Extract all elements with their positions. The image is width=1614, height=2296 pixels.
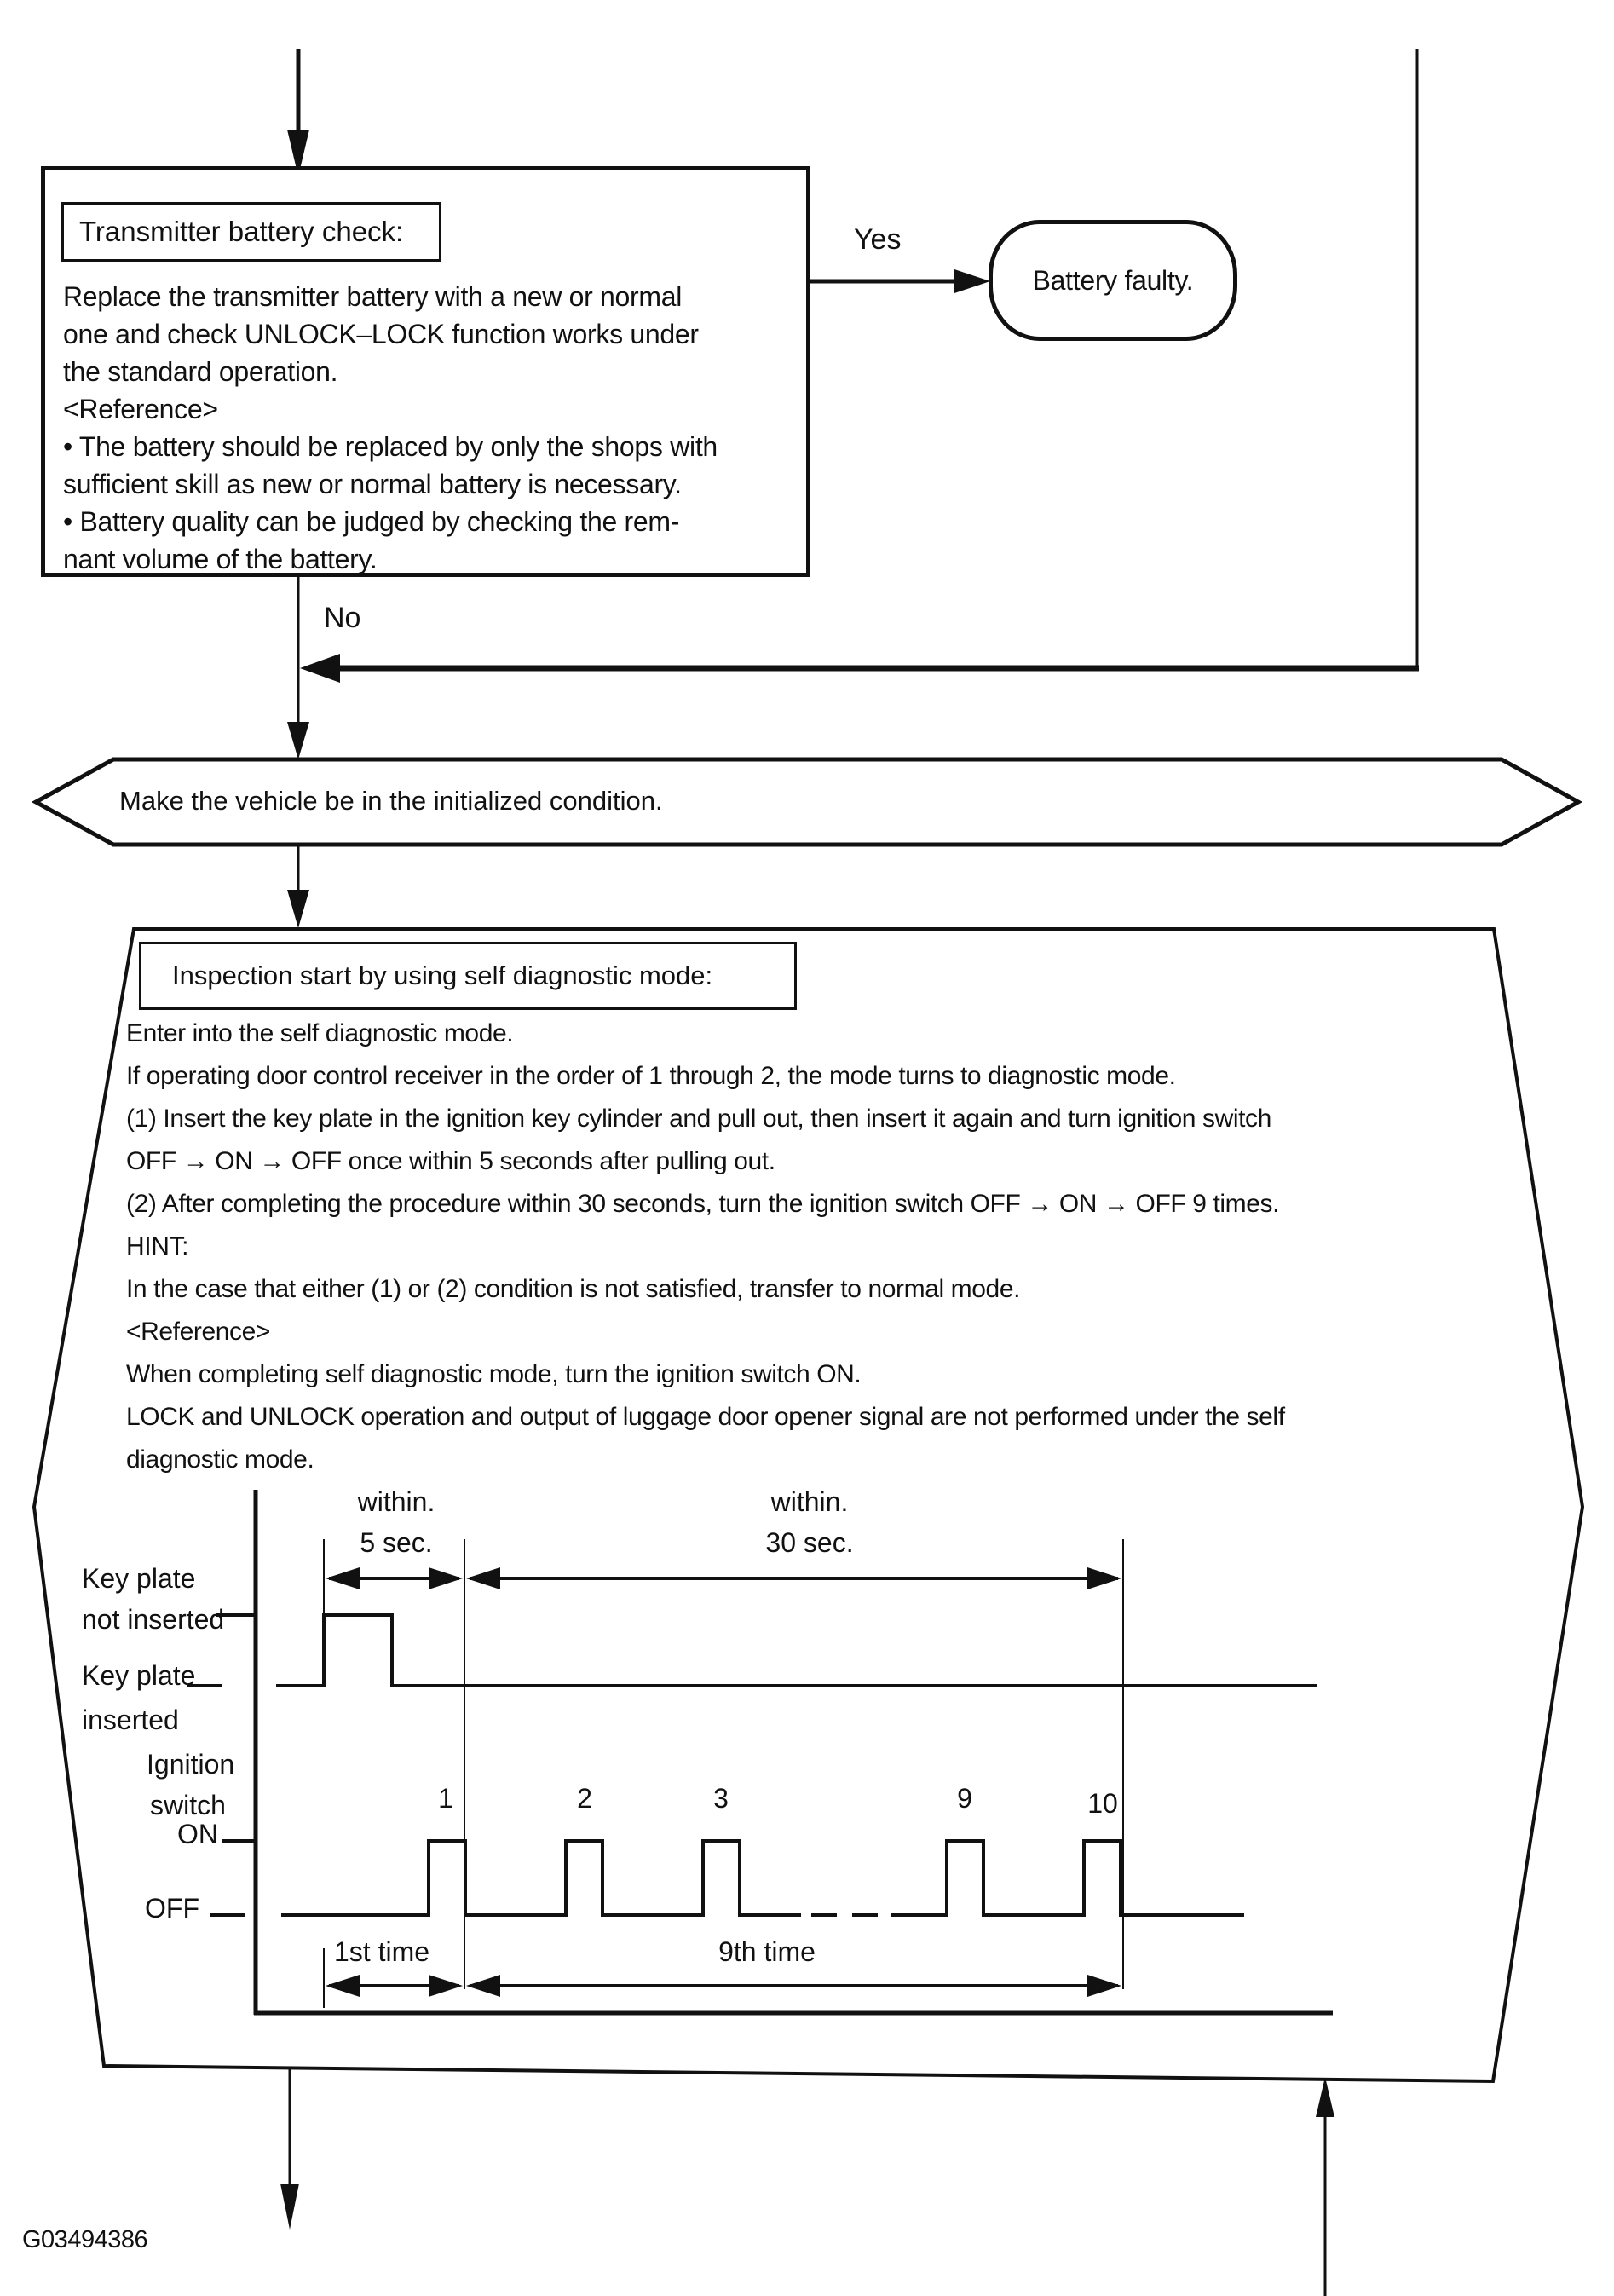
inspection-line: OFF → ON → OFF once within 5 seconds after pulling out. [126,1147,775,1175]
figure-id: G03494386 [22,2226,148,2253]
inspection-line: If operating door control receiver in the order of 1 through 2, the mode turns to diagnostic mode. [126,1062,1176,1090]
inspection-line: (2) After completing the procedure within 30 seconds, turn the ignition switch OFF → ON → OFF 9 times. [126,1190,1280,1218]
battery-check-line: one and check UNLOCK–LOCK function works under [63,319,699,349]
off-label: OFF [145,1893,199,1924]
battery-check-line: sufficient skill as new or normal battery is necessary. [63,469,682,499]
within-5-label-1: within. [357,1486,435,1517]
init-condition-label: Make the vehicle be in the initialized condition. [119,786,663,816]
keyplate-inserted-label-1: Key plate [82,1660,196,1691]
pulse-number: 3 [713,1783,729,1814]
battery-check-title: Transmitter battery check: [79,216,404,247]
yes-arrowhead-icon [954,269,990,293]
keyplate-not-inserted-label-2: not inserted [82,1604,225,1635]
no-arrowhead-icon [287,722,309,759]
inspection-line: In the case that either (1) or (2) condition is not satisfied, transfer to normal mode. [126,1275,1021,1303]
on-label: ON [177,1819,218,1849]
battery-check-line: • The battery should be replaced by only the shops with [63,431,718,462]
within-30-label-2: 30 sec. [765,1527,854,1558]
pulse-number: 10 [1087,1788,1118,1819]
no-label: No [324,602,361,634]
pulse-number: 9 [957,1783,972,1814]
yes-label: Yes [854,223,902,256]
inspection-line: (1) Insert the key plate in the ignition key cylinder and pull out, then insert it again and turn ignition switch [126,1105,1271,1133]
inspection-line: HINT: [126,1232,189,1260]
battery-check-line: the standard operation. [63,356,338,387]
battery-check-line: <Reference> [63,394,218,424]
battery-check-line: Replace the transmitter battery with a new or normal [63,281,683,312]
inspection-line: diagnostic mode. [126,1445,314,1474]
init-arrowhead-icon [287,890,309,928]
keyplate-inserted-label-2: inserted [82,1705,179,1735]
exit-arrowhead-icon [280,2184,299,2230]
battery-check-title-box [61,202,441,262]
first-time-label: 1st time [334,1936,430,1967]
pulse-number: 2 [577,1783,592,1814]
inspection-title-box [139,942,797,1010]
ninth-time-label: 9th time [718,1936,816,1967]
within-5-label-2: 5 sec. [360,1527,433,1558]
pulse-number: 1 [438,1783,453,1814]
return-arrowhead-icon [1316,2077,1334,2117]
inspection-title: Inspection start by using self diagnostic mode: [172,961,713,990]
battery-faulty-terminal [989,220,1237,341]
ignition-label-1: Ignition [147,1749,235,1780]
ignition-label-2: switch [150,1790,226,1820]
feedback-arrowhead-icon [300,654,340,683]
inspection-line: Enter into the self diagnostic mode. [126,1019,514,1047]
inspection-line: LOCK and UNLOCK operation and output of luggage door opener signal are not performed under the self [126,1403,1285,1431]
within-30-label-1: within. [770,1486,849,1517]
inspection-line: <Reference> [126,1318,271,1346]
battery-faulty-label: Battery faulty. [1032,265,1194,296]
keyplate-not-inserted-label-1: Key plate [82,1563,196,1594]
battery-check-line: nant volume of the battery. [63,544,378,574]
battery-check-line: • Battery quality can be judged by checking the rem- [63,506,680,537]
inspection-line: When completing self diagnostic mode, turn the ignition switch ON. [126,1360,862,1388]
